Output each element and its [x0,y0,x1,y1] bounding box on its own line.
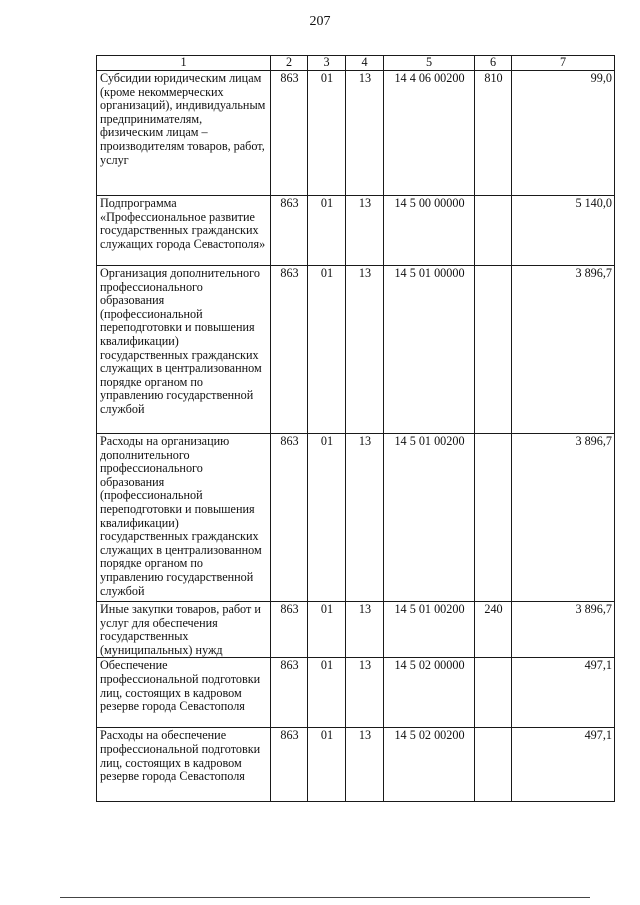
expense-type-cell [475,434,512,602]
table-row [97,728,615,802]
amount-cell: 497,1 [512,658,615,728]
budget-table [96,55,615,802]
amount-cell: 497,1 [512,728,615,802]
target-article-cell: 14 5 00 00000 [384,196,475,266]
header-row [97,56,615,71]
section-cell: 01 [308,71,346,196]
target-article-cell: 14 4 06 00200 [384,71,475,196]
expense-type-cell [475,658,512,728]
ministry-cell: 863 [271,728,308,802]
target-article-cell: 14 5 01 00200 [384,434,475,602]
header-cell-ministry: 2 [271,56,308,71]
table-row [97,266,615,434]
ministry-cell: 863 [271,602,308,658]
header-cell-subsection: 4 [346,56,384,71]
table-row [97,602,615,658]
header-cell-target-article: 5 [384,56,475,71]
amount-cell: 3 896,7 [512,434,615,602]
header-cell-section: 3 [308,56,346,71]
section-cell: 01 [308,266,346,434]
ministry-cell: 863 [271,196,308,266]
header-cell-name: 1 [97,56,271,71]
header-cell-expense-type: 6 [475,56,512,71]
section-cell: 01 [308,602,346,658]
subsection-cell: 13 [346,196,384,266]
table-row [97,196,615,266]
ministry-cell: 863 [271,266,308,434]
row-name-cell: Подпрограмма «Профессиональное развитие государственных гражданских служащих города Севастополя» [97,196,271,266]
subsection-cell: 13 [346,658,384,728]
ministry-cell: 863 [271,658,308,728]
target-article-cell: 14 5 02 00000 [384,658,475,728]
amount-cell: 3 896,7 [512,266,615,434]
target-article-cell: 14 5 01 00000 [384,266,475,434]
table-row [97,434,615,602]
section-cell: 01 [308,658,346,728]
expense-type-cell [475,196,512,266]
subsection-cell: 13 [346,266,384,434]
amount-cell: 5 140,0 [512,196,615,266]
amount-cell: 99,0 [512,71,615,196]
table-row [97,71,615,196]
subsection-cell: 13 [346,434,384,602]
header-cell-amount: 7 [512,56,615,71]
row-name-cell: Организация дополнительного профессионального образования (профессиональной переподготовки и повышения квалификации) государственных гражданских служащих в централизованном порядке органом по управлению государственной службой [97,266,271,434]
ministry-cell: 863 [271,71,308,196]
page-bottom-divider [60,897,590,898]
row-name-cell: Расходы на обеспечение профессиональной подготовки лиц, состоящих в кадровом резерве города Севастополя [97,728,271,802]
target-article-cell: 14 5 02 00200 [384,728,475,802]
target-article-cell: 14 5 01 00200 [384,602,475,658]
expense-type-cell [475,728,512,802]
section-cell: 01 [308,196,346,266]
amount-cell: 3 896,7 [512,602,615,658]
expense-type-cell: 810 [475,71,512,196]
row-name-cell: Обеспечение профессиональной подготовки лиц, состоящих в кадровом резерве города Севастополя [97,658,271,728]
row-name-cell: Расходы на организацию дополнительного профессионального образования (профессиональной переподготовки и повышения квалификации) государственных гражданских служащих в централизованном порядке органом по управлению государственной службой [97,434,271,602]
expense-type-cell [475,266,512,434]
row-name-cell: Иные закупки товаров, работ и услуг для обеспечения государственных (муниципальных) нужд [97,602,271,658]
page-number: 207 [309,14,331,29]
section-cell: 01 [308,728,346,802]
subsection-cell: 13 [346,602,384,658]
subsection-cell: 13 [346,728,384,802]
row-name-cell: Субсидии юридическим лицам (кроме некоммерческих организаций), индивидуальным предпринимателям, физическим лицам – производителям товаров, работ, услуг [97,71,271,196]
subsection-cell: 13 [346,71,384,196]
table-row [97,658,615,728]
expense-type-cell: 240 [475,602,512,658]
section-cell: 01 [308,434,346,602]
ministry-cell: 863 [271,434,308,602]
